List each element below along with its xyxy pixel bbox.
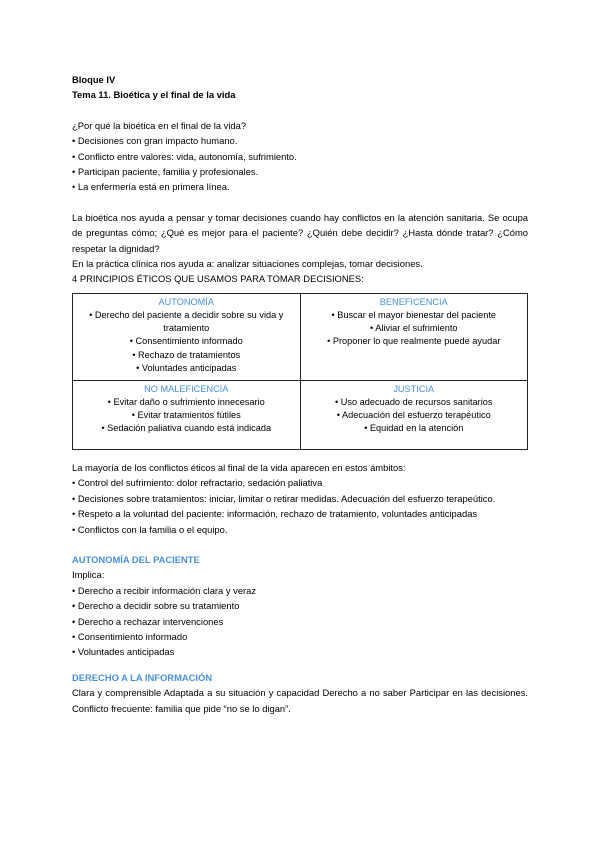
principle-item: • Consentimiento informado bbox=[129, 336, 243, 347]
why-question: ¿Por qué la bioética en el final de la vida? bbox=[72, 119, 247, 131]
intro-paragraph: La bioética nos ayuda a pensar y tomar decisiones cuando hay conflictos en la atención sanitaria. Se ocupa de preguntas cómo; ¿Qué es mejor para el paciente? ¿Quién debe decidir? ¿Hasta dónde tratar? ¿Cómo respetar la dignidad? bbox=[72, 211, 528, 254]
conflicts-bullet-2: • Decisiones sobre tratamientos: iniciar, limitar o retirar medidas. Adecuación del esfuerzo terapeútico. bbox=[72, 491, 528, 506]
principle-title-non-maleficence: NO MALEFICENCIA bbox=[144, 383, 229, 394]
principle-cell-justice bbox=[300, 380, 528, 449]
autonomy-bullet-5: • Voluntades anticipadas bbox=[72, 644, 528, 659]
conflicts-intro: La mayoría de los conflictos éticos al final de la vida aparecen en estos ámbitos: bbox=[72, 461, 406, 473]
autonomy-bullet-3: • Derecho a rechazar intervenciones bbox=[72, 614, 528, 629]
autonomy-section-title: AUTONOMÍA DEL PACIENTE bbox=[72, 553, 200, 565]
conflicts-bullet-4: • Conflictos con la familia o el equipo. bbox=[72, 522, 528, 537]
why-bullet-1: • Decisiones con gran impacto humano. bbox=[72, 133, 528, 148]
principle-item: • Voluntades anticipadas bbox=[136, 362, 237, 373]
principle-title-justice: JUSTICIA bbox=[393, 383, 435, 394]
autonomy-bullet-2: • Derecho a decidir sobre su tratamiento bbox=[72, 598, 528, 613]
principle-cell-autonomy bbox=[73, 293, 301, 380]
autonomy-bullet-1: • Derecho a recibir información clara y veraz bbox=[72, 583, 528, 598]
principle-title-beneficence: BENEFICENCIA bbox=[379, 296, 448, 307]
principle-item: • Sedación paliativa cuando está indicada bbox=[101, 423, 272, 434]
why-bullet-2: • Conflicto entre valores: vida, autonomía, sufrimiento. bbox=[72, 149, 528, 164]
principle-cell-non-maleficence bbox=[73, 380, 301, 449]
principle-cell-beneficence bbox=[300, 293, 528, 380]
principle-title-autonomy: AUTONOMÍA bbox=[158, 296, 214, 307]
principle-item: • Adecuación del esfuerzo terapéutico bbox=[336, 410, 491, 421]
conflicts-bullet-3: • Respeto a la voluntad del paciente: información, rechazo de tratamiento, voluntades anticipadas bbox=[72, 506, 528, 521]
principle-item: • Evitar daño o sufrimiento innecesario bbox=[107, 397, 265, 408]
principle-item: • Evitar tratamientos fútiles bbox=[131, 410, 241, 421]
principle-item: • Proponer lo que realmente puede ayudar bbox=[327, 336, 501, 347]
conflicts-bullet-1: • Control del sufrimiento: dolor refractario, sedación paliativa bbox=[72, 475, 528, 490]
topic-heading: Tema 11. Bioética y el final de la vida bbox=[72, 89, 236, 101]
principle-item: • Rechazo de tratamientos bbox=[132, 349, 241, 360]
principles-heading: 4 PRINCIPIOS ÉTICOS QUE USAMOS PARA TOMAR DECISIONES: bbox=[72, 273, 364, 285]
why-bullet-3: • Participan paciente, familia y profesionales. bbox=[72, 164, 528, 179]
autonomy-bullet-4: • Consentimiento informado bbox=[72, 629, 528, 644]
principle-item: • Uso adecuado de recursos sanitarios bbox=[335, 397, 493, 408]
information-paragraph: Clara y comprensible Adaptada a su situación y capacidad Derecho a no saber Participar en las decisiones. Conflicto frecuente: familia que pide “no se lo digan”. bbox=[72, 687, 528, 714]
why-bullet-4: • La enfermería está en primera línea. bbox=[72, 179, 528, 194]
principles-table bbox=[72, 293, 528, 450]
principle-item: • Buscar el mayor bienestar del paciente bbox=[331, 310, 497, 321]
principle-item: • Derecho del paciente a decidir sobre su vida y tratamiento bbox=[89, 310, 284, 334]
autonomy-implies: Implica: bbox=[72, 569, 105, 581]
principle-item: • Equidad en la atención bbox=[364, 423, 464, 434]
block-heading: Bloque IV bbox=[72, 74, 116, 85]
information-section-title: DERECHO A LA INFORMACIÓN bbox=[72, 671, 213, 683]
principle-item: • Aliviar el sufrimiento bbox=[370, 323, 458, 334]
practice-line: En la práctica clínica nos ayuda a: analizar situaciones complejas, tomar decisiones. bbox=[72, 258, 423, 270]
